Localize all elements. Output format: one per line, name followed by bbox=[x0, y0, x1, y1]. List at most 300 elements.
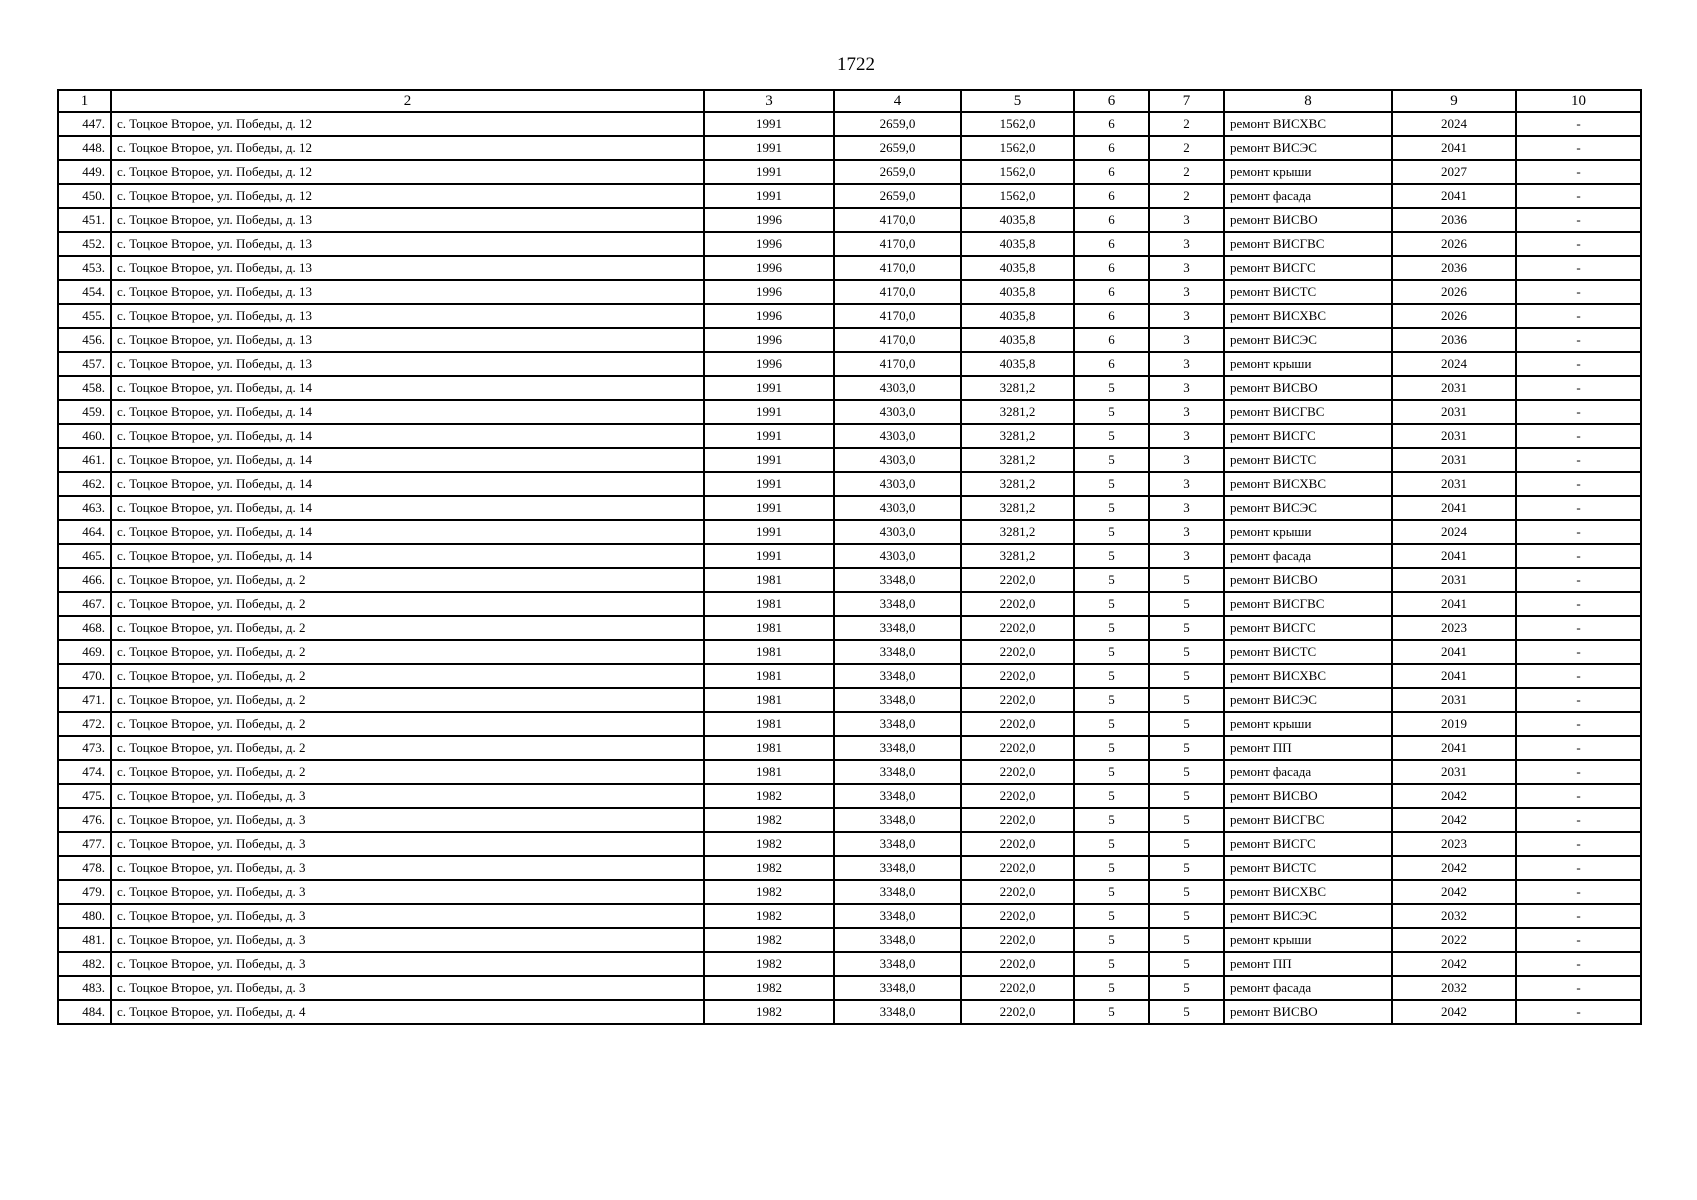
cell-year-built: 1981 bbox=[704, 640, 834, 664]
cell-address: с. Тоцкое Второе, ул. Победы, д. 13 bbox=[111, 280, 704, 304]
cell-living-area: 4035,8 bbox=[961, 208, 1074, 232]
cell-address: с. Тоцкое Второе, ул. Победы, д. 13 bbox=[111, 256, 704, 280]
cell-value-10: - bbox=[1516, 496, 1641, 520]
cell-entrances: 5 bbox=[1149, 928, 1224, 952]
cell-row-number: 481. bbox=[58, 928, 111, 952]
cell-planned-year: 2042 bbox=[1392, 784, 1516, 808]
cell-living-area: 2202,0 bbox=[961, 976, 1074, 1000]
cell-repair-type: ремонт ПП bbox=[1224, 736, 1392, 760]
cell-address: с. Тоцкое Второе, ул. Победы, д. 2 bbox=[111, 664, 704, 688]
cell-row-number: 474. bbox=[58, 760, 111, 784]
cell-living-area: 2202,0 bbox=[961, 904, 1074, 928]
cell-entrances: 3 bbox=[1149, 208, 1224, 232]
table-row bbox=[58, 688, 1641, 712]
cell-total-area: 4303,0 bbox=[834, 544, 961, 568]
table-row bbox=[58, 784, 1641, 808]
cell-year-built: 1982 bbox=[704, 832, 834, 856]
cell-value-10: - bbox=[1516, 256, 1641, 280]
cell-floors: 5 bbox=[1074, 448, 1149, 472]
cell-address: с. Тоцкое Второе, ул. Победы, д. 3 bbox=[111, 904, 704, 928]
cell-value-10: - bbox=[1516, 160, 1641, 184]
cell-value-10: - bbox=[1516, 616, 1641, 640]
cell-address: с. Тоцкое Второе, ул. Победы, д. 2 bbox=[111, 760, 704, 784]
cell-total-area: 4170,0 bbox=[834, 304, 961, 328]
cell-value-10: - bbox=[1516, 640, 1641, 664]
registry-table bbox=[57, 89, 1642, 1025]
cell-total-area: 2659,0 bbox=[834, 160, 961, 184]
cell-planned-year: 2026 bbox=[1392, 304, 1516, 328]
cell-entrances: 5 bbox=[1149, 976, 1224, 1000]
cell-living-area: 2202,0 bbox=[961, 712, 1074, 736]
table-row bbox=[58, 112, 1641, 136]
table-row bbox=[58, 424, 1641, 448]
cell-row-number: 484. bbox=[58, 1000, 111, 1024]
cell-year-built: 1981 bbox=[704, 736, 834, 760]
cell-planned-year: 2041 bbox=[1392, 184, 1516, 208]
cell-planned-year: 2022 bbox=[1392, 928, 1516, 952]
column-header: 9 bbox=[1392, 90, 1516, 112]
cell-value-10: - bbox=[1516, 472, 1641, 496]
cell-row-number: 477. bbox=[58, 832, 111, 856]
cell-row-number: 465. bbox=[58, 544, 111, 568]
cell-repair-type: ремонт крыши bbox=[1224, 928, 1392, 952]
cell-year-built: 1991 bbox=[704, 424, 834, 448]
table-row bbox=[58, 520, 1641, 544]
cell-total-area: 3348,0 bbox=[834, 976, 961, 1000]
table-row bbox=[58, 496, 1641, 520]
cell-planned-year: 2041 bbox=[1392, 664, 1516, 688]
cell-year-built: 1981 bbox=[704, 688, 834, 712]
cell-address: с. Тоцкое Второе, ул. Победы, д. 2 bbox=[111, 736, 704, 760]
cell-repair-type: ремонт крыши bbox=[1224, 352, 1392, 376]
cell-planned-year: 2041 bbox=[1392, 544, 1516, 568]
column-header: 3 bbox=[704, 90, 834, 112]
table-row bbox=[58, 304, 1641, 328]
cell-address: с. Тоцкое Второе, ул. Победы, д. 3 bbox=[111, 808, 704, 832]
cell-year-built: 1996 bbox=[704, 280, 834, 304]
cell-entrances: 3 bbox=[1149, 232, 1224, 256]
cell-floors: 5 bbox=[1074, 736, 1149, 760]
cell-repair-type: ремонт фасада bbox=[1224, 544, 1392, 568]
cell-living-area: 2202,0 bbox=[961, 880, 1074, 904]
cell-entrances: 5 bbox=[1149, 952, 1224, 976]
cell-floors: 5 bbox=[1074, 592, 1149, 616]
cell-row-number: 464. bbox=[58, 520, 111, 544]
cell-living-area: 2202,0 bbox=[961, 784, 1074, 808]
cell-year-built: 1991 bbox=[704, 112, 834, 136]
cell-repair-type: ремонт ВИСВО bbox=[1224, 1000, 1392, 1024]
cell-planned-year: 2024 bbox=[1392, 352, 1516, 376]
cell-address: с. Тоцкое Второе, ул. Победы, д. 14 bbox=[111, 472, 704, 496]
cell-floors: 5 bbox=[1074, 712, 1149, 736]
cell-living-area: 4035,8 bbox=[961, 352, 1074, 376]
cell-year-built: 1982 bbox=[704, 928, 834, 952]
table-row bbox=[58, 616, 1641, 640]
cell-floors: 5 bbox=[1074, 928, 1149, 952]
cell-row-number: 462. bbox=[58, 472, 111, 496]
cell-planned-year: 2036 bbox=[1392, 208, 1516, 232]
cell-year-built: 1996 bbox=[704, 328, 834, 352]
cell-repair-type: ремонт ВИСЭС bbox=[1224, 496, 1392, 520]
cell-row-number: 480. bbox=[58, 904, 111, 928]
column-header: 4 bbox=[834, 90, 961, 112]
cell-total-area: 4303,0 bbox=[834, 448, 961, 472]
cell-planned-year: 2026 bbox=[1392, 232, 1516, 256]
cell-planned-year: 2024 bbox=[1392, 112, 1516, 136]
cell-entrances: 3 bbox=[1149, 304, 1224, 328]
column-header: 1 bbox=[58, 90, 111, 112]
cell-year-built: 1996 bbox=[704, 352, 834, 376]
cell-year-built: 1991 bbox=[704, 400, 834, 424]
cell-value-10: - bbox=[1516, 832, 1641, 856]
cell-value-10: - bbox=[1516, 952, 1641, 976]
cell-planned-year: 2041 bbox=[1392, 736, 1516, 760]
table-row bbox=[58, 712, 1641, 736]
cell-value-10: - bbox=[1516, 688, 1641, 712]
table-row bbox=[58, 400, 1641, 424]
cell-year-built: 1991 bbox=[704, 184, 834, 208]
column-header: 5 bbox=[961, 90, 1074, 112]
cell-planned-year: 2041 bbox=[1392, 592, 1516, 616]
cell-repair-type: ремонт крыши bbox=[1224, 520, 1392, 544]
cell-floors: 5 bbox=[1074, 856, 1149, 880]
cell-floors: 5 bbox=[1074, 616, 1149, 640]
table-row bbox=[58, 808, 1641, 832]
cell-address: с. Тоцкое Второе, ул. Победы, д. 14 bbox=[111, 376, 704, 400]
cell-value-10: - bbox=[1516, 232, 1641, 256]
cell-address: с. Тоцкое Второе, ул. Победы, д. 12 bbox=[111, 136, 704, 160]
cell-living-area: 2202,0 bbox=[961, 736, 1074, 760]
cell-value-10: - bbox=[1516, 976, 1641, 1000]
cell-value-10: - bbox=[1516, 136, 1641, 160]
cell-living-area: 2202,0 bbox=[961, 808, 1074, 832]
cell-value-10: - bbox=[1516, 904, 1641, 928]
cell-year-built: 1991 bbox=[704, 448, 834, 472]
cell-total-area: 3348,0 bbox=[834, 760, 961, 784]
cell-floors: 5 bbox=[1074, 376, 1149, 400]
cell-repair-type: ремонт ВИСТС bbox=[1224, 280, 1392, 304]
cell-living-area: 2202,0 bbox=[961, 832, 1074, 856]
cell-entrances: 2 bbox=[1149, 184, 1224, 208]
cell-entrances: 3 bbox=[1149, 328, 1224, 352]
table-row bbox=[58, 256, 1641, 280]
table-row bbox=[58, 736, 1641, 760]
table-row bbox=[58, 856, 1641, 880]
cell-repair-type: ремонт крыши bbox=[1224, 712, 1392, 736]
cell-value-10: - bbox=[1516, 808, 1641, 832]
cell-value-10: - bbox=[1516, 736, 1641, 760]
cell-year-built: 1991 bbox=[704, 520, 834, 544]
cell-repair-type: ремонт ВИСГС bbox=[1224, 256, 1392, 280]
cell-total-area: 4303,0 bbox=[834, 400, 961, 424]
cell-living-area: 3281,2 bbox=[961, 496, 1074, 520]
cell-entrances: 5 bbox=[1149, 808, 1224, 832]
cell-total-area: 4170,0 bbox=[834, 280, 961, 304]
cell-floors: 6 bbox=[1074, 160, 1149, 184]
cell-entrances: 5 bbox=[1149, 712, 1224, 736]
cell-address: с. Тоцкое Второе, ул. Победы, д. 3 bbox=[111, 784, 704, 808]
cell-value-10: - bbox=[1516, 376, 1641, 400]
cell-planned-year: 2042 bbox=[1392, 808, 1516, 832]
cell-year-built: 1996 bbox=[704, 208, 834, 232]
cell-repair-type: ремонт ВИСГВС bbox=[1224, 592, 1392, 616]
cell-address: с. Тоцкое Второе, ул. Победы, д. 2 bbox=[111, 688, 704, 712]
table-row bbox=[58, 232, 1641, 256]
cell-living-area: 3281,2 bbox=[961, 448, 1074, 472]
cell-row-number: 455. bbox=[58, 304, 111, 328]
cell-address: с. Тоцкое Второе, ул. Победы, д. 4 bbox=[111, 1000, 704, 1024]
cell-repair-type: ремонт ВИСЭС bbox=[1224, 688, 1392, 712]
cell-living-area: 4035,8 bbox=[961, 256, 1074, 280]
cell-value-10: - bbox=[1516, 352, 1641, 376]
cell-planned-year: 2031 bbox=[1392, 760, 1516, 784]
cell-year-built: 1981 bbox=[704, 664, 834, 688]
cell-row-number: 471. bbox=[58, 688, 111, 712]
cell-living-area: 3281,2 bbox=[961, 544, 1074, 568]
cell-repair-type: ремонт ВИСХВС bbox=[1224, 112, 1392, 136]
cell-total-area: 4303,0 bbox=[834, 376, 961, 400]
cell-value-10: - bbox=[1516, 760, 1641, 784]
table-row bbox=[58, 928, 1641, 952]
cell-repair-type: ремонт ВИСВО bbox=[1224, 208, 1392, 232]
column-header: 6 bbox=[1074, 90, 1149, 112]
cell-repair-type: ремонт ВИСЭС bbox=[1224, 328, 1392, 352]
cell-living-area: 3281,2 bbox=[961, 376, 1074, 400]
cell-value-10: - bbox=[1516, 448, 1641, 472]
cell-living-area: 2202,0 bbox=[961, 856, 1074, 880]
cell-total-area: 3348,0 bbox=[834, 784, 961, 808]
cell-repair-type: ремонт ВИСГВС bbox=[1224, 400, 1392, 424]
cell-living-area: 4035,8 bbox=[961, 304, 1074, 328]
cell-year-built: 1991 bbox=[704, 496, 834, 520]
cell-planned-year: 2032 bbox=[1392, 904, 1516, 928]
cell-floors: 5 bbox=[1074, 976, 1149, 1000]
cell-floors: 6 bbox=[1074, 208, 1149, 232]
cell-planned-year: 2041 bbox=[1392, 136, 1516, 160]
cell-address: с. Тоцкое Второе, ул. Победы, д. 2 bbox=[111, 640, 704, 664]
cell-floors: 5 bbox=[1074, 784, 1149, 808]
cell-year-built: 1981 bbox=[704, 712, 834, 736]
cell-row-number: 483. bbox=[58, 976, 111, 1000]
cell-address: с. Тоцкое Второе, ул. Победы, д. 3 bbox=[111, 856, 704, 880]
cell-planned-year: 2026 bbox=[1392, 280, 1516, 304]
cell-entrances: 5 bbox=[1149, 784, 1224, 808]
cell-entrances: 5 bbox=[1149, 904, 1224, 928]
cell-address: с. Тоцкое Второе, ул. Победы, д. 12 bbox=[111, 160, 704, 184]
cell-entrances: 5 bbox=[1149, 592, 1224, 616]
cell-repair-type: ремонт ВИСВО bbox=[1224, 784, 1392, 808]
cell-planned-year: 2042 bbox=[1392, 952, 1516, 976]
cell-year-built: 1982 bbox=[704, 976, 834, 1000]
cell-value-10: - bbox=[1516, 928, 1641, 952]
cell-total-area: 3348,0 bbox=[834, 856, 961, 880]
cell-total-area: 4303,0 bbox=[834, 520, 961, 544]
cell-floors: 6 bbox=[1074, 184, 1149, 208]
cell-row-number: 466. bbox=[58, 568, 111, 592]
cell-living-area: 2202,0 bbox=[961, 640, 1074, 664]
cell-address: с. Тоцкое Второе, ул. Победы, д. 2 bbox=[111, 712, 704, 736]
cell-address: с. Тоцкое Второе, ул. Победы, д. 14 bbox=[111, 520, 704, 544]
cell-floors: 5 bbox=[1074, 544, 1149, 568]
cell-total-area: 2659,0 bbox=[834, 112, 961, 136]
cell-floors: 6 bbox=[1074, 232, 1149, 256]
cell-row-number: 478. bbox=[58, 856, 111, 880]
cell-entrances: 3 bbox=[1149, 520, 1224, 544]
cell-planned-year: 2031 bbox=[1392, 688, 1516, 712]
cell-planned-year: 2031 bbox=[1392, 424, 1516, 448]
cell-repair-type: ремонт ВИСЭС bbox=[1224, 136, 1392, 160]
table-header bbox=[58, 90, 1641, 112]
cell-year-built: 1991 bbox=[704, 160, 834, 184]
cell-address: с. Тоцкое Второе, ул. Победы, д. 3 bbox=[111, 976, 704, 1000]
cell-floors: 5 bbox=[1074, 520, 1149, 544]
cell-value-10: - bbox=[1516, 880, 1641, 904]
cell-living-area: 1562,0 bbox=[961, 184, 1074, 208]
cell-living-area: 3281,2 bbox=[961, 520, 1074, 544]
cell-living-area: 2202,0 bbox=[961, 664, 1074, 688]
cell-repair-type: ремонт ПП bbox=[1224, 952, 1392, 976]
cell-planned-year: 2041 bbox=[1392, 640, 1516, 664]
cell-total-area: 4170,0 bbox=[834, 352, 961, 376]
cell-planned-year: 2031 bbox=[1392, 472, 1516, 496]
cell-value-10: - bbox=[1516, 208, 1641, 232]
cell-planned-year: 2031 bbox=[1392, 400, 1516, 424]
cell-entrances: 3 bbox=[1149, 496, 1224, 520]
cell-value-10: - bbox=[1516, 184, 1641, 208]
table-row bbox=[58, 376, 1641, 400]
cell-planned-year: 2042 bbox=[1392, 1000, 1516, 1024]
cell-address: с. Тоцкое Второе, ул. Победы, д. 13 bbox=[111, 352, 704, 376]
cell-total-area: 3348,0 bbox=[834, 712, 961, 736]
cell-value-10: - bbox=[1516, 856, 1641, 880]
cell-value-10: - bbox=[1516, 304, 1641, 328]
cell-entrances: 5 bbox=[1149, 568, 1224, 592]
cell-row-number: 482. bbox=[58, 952, 111, 976]
cell-address: с. Тоцкое Второе, ул. Победы, д. 3 bbox=[111, 880, 704, 904]
cell-address: с. Тоцкое Второе, ул. Победы, д. 13 bbox=[111, 232, 704, 256]
table-row bbox=[58, 208, 1641, 232]
cell-year-built: 1982 bbox=[704, 880, 834, 904]
cell-floors: 5 bbox=[1074, 496, 1149, 520]
cell-living-area: 2202,0 bbox=[961, 568, 1074, 592]
cell-repair-type: ремонт ВИСГВС bbox=[1224, 232, 1392, 256]
cell-value-10: - bbox=[1516, 1000, 1641, 1024]
cell-row-number: 463. bbox=[58, 496, 111, 520]
cell-entrances: 3 bbox=[1149, 280, 1224, 304]
cell-planned-year: 2023 bbox=[1392, 832, 1516, 856]
cell-address: с. Тоцкое Второе, ул. Победы, д. 14 bbox=[111, 496, 704, 520]
cell-repair-type: ремонт ВИСГВС bbox=[1224, 808, 1392, 832]
cell-row-number: 470. bbox=[58, 664, 111, 688]
cell-entrances: 5 bbox=[1149, 880, 1224, 904]
cell-entrances: 5 bbox=[1149, 640, 1224, 664]
cell-value-10: - bbox=[1516, 592, 1641, 616]
table-row bbox=[58, 544, 1641, 568]
cell-row-number: 479. bbox=[58, 880, 111, 904]
cell-planned-year: 2027 bbox=[1392, 160, 1516, 184]
cell-address: с. Тоцкое Второе, ул. Победы, д. 14 bbox=[111, 424, 704, 448]
table-row bbox=[58, 952, 1641, 976]
cell-year-built: 1981 bbox=[704, 592, 834, 616]
cell-total-area: 3348,0 bbox=[834, 1000, 961, 1024]
cell-living-area: 2202,0 bbox=[961, 592, 1074, 616]
cell-floors: 5 bbox=[1074, 640, 1149, 664]
table-row bbox=[58, 568, 1641, 592]
cell-entrances: 3 bbox=[1149, 544, 1224, 568]
cell-value-10: - bbox=[1516, 784, 1641, 808]
cell-entrances: 5 bbox=[1149, 616, 1224, 640]
cell-floors: 6 bbox=[1074, 352, 1149, 376]
cell-address: с. Тоцкое Второе, ул. Победы, д. 14 bbox=[111, 448, 704, 472]
cell-living-area: 1562,0 bbox=[961, 112, 1074, 136]
cell-floors: 5 bbox=[1074, 952, 1149, 976]
cell-year-built: 1982 bbox=[704, 808, 834, 832]
cell-year-built: 1981 bbox=[704, 760, 834, 784]
cell-value-10: - bbox=[1516, 664, 1641, 688]
cell-entrances: 3 bbox=[1149, 448, 1224, 472]
cell-repair-type: ремонт ВИСГС bbox=[1224, 616, 1392, 640]
cell-total-area: 4303,0 bbox=[834, 472, 961, 496]
cell-repair-type: ремонт ВИСВО bbox=[1224, 568, 1392, 592]
cell-row-number: 457. bbox=[58, 352, 111, 376]
cell-total-area: 4303,0 bbox=[834, 496, 961, 520]
table-row bbox=[58, 976, 1641, 1000]
cell-planned-year: 2041 bbox=[1392, 496, 1516, 520]
cell-floors: 5 bbox=[1074, 1000, 1149, 1024]
cell-row-number: 449. bbox=[58, 160, 111, 184]
cell-total-area: 3348,0 bbox=[834, 832, 961, 856]
cell-entrances: 5 bbox=[1149, 664, 1224, 688]
column-header: 8 bbox=[1224, 90, 1392, 112]
cell-living-area: 3281,2 bbox=[961, 400, 1074, 424]
cell-planned-year: 2031 bbox=[1392, 376, 1516, 400]
cell-row-number: 450. bbox=[58, 184, 111, 208]
cell-year-built: 1982 bbox=[704, 784, 834, 808]
cell-entrances: 3 bbox=[1149, 424, 1224, 448]
table-row bbox=[58, 280, 1641, 304]
table-row bbox=[58, 664, 1641, 688]
table-row bbox=[58, 904, 1641, 928]
cell-floors: 5 bbox=[1074, 688, 1149, 712]
cell-year-built: 1982 bbox=[704, 1000, 834, 1024]
cell-repair-type: ремонт ВИСХВС bbox=[1224, 304, 1392, 328]
header-row bbox=[58, 90, 1641, 112]
cell-total-area: 3348,0 bbox=[834, 688, 961, 712]
cell-address: с. Тоцкое Второе, ул. Победы, д. 12 bbox=[111, 184, 704, 208]
cell-entrances: 2 bbox=[1149, 136, 1224, 160]
cell-floors: 5 bbox=[1074, 760, 1149, 784]
cell-living-area: 4035,8 bbox=[961, 328, 1074, 352]
cell-total-area: 3348,0 bbox=[834, 592, 961, 616]
cell-entrances: 2 bbox=[1149, 160, 1224, 184]
cell-floors: 6 bbox=[1074, 256, 1149, 280]
cell-floors: 6 bbox=[1074, 280, 1149, 304]
cell-row-number: 476. bbox=[58, 808, 111, 832]
table-row bbox=[58, 328, 1641, 352]
cell-year-built: 1996 bbox=[704, 304, 834, 328]
cell-living-area: 2202,0 bbox=[961, 928, 1074, 952]
cell-living-area: 4035,8 bbox=[961, 232, 1074, 256]
cell-total-area: 2659,0 bbox=[834, 184, 961, 208]
cell-year-built: 1996 bbox=[704, 232, 834, 256]
cell-address: с. Тоцкое Второе, ул. Победы, д. 3 bbox=[111, 952, 704, 976]
cell-repair-type: ремонт ВИСЭС bbox=[1224, 904, 1392, 928]
cell-value-10: - bbox=[1516, 712, 1641, 736]
cell-row-number: 456. bbox=[58, 328, 111, 352]
cell-row-number: 461. bbox=[58, 448, 111, 472]
cell-total-area: 3348,0 bbox=[834, 904, 961, 928]
cell-repair-type: ремонт ВИСГС bbox=[1224, 832, 1392, 856]
